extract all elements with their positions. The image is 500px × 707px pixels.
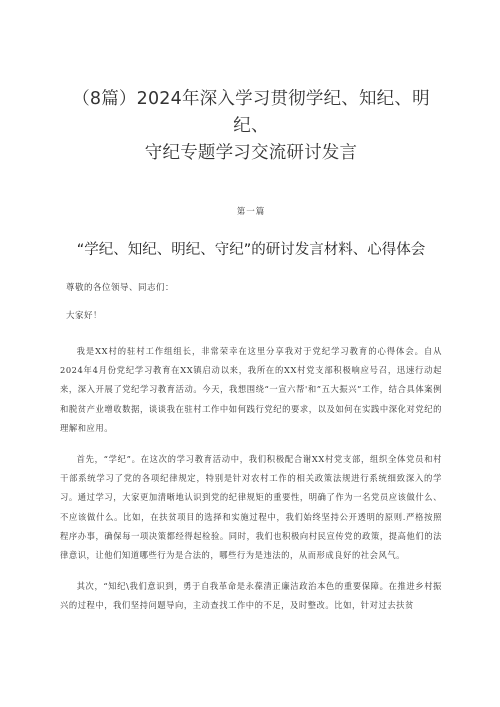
section-label: 第一篇 <box>236 207 266 217</box>
document-title <box>60 0 442 167</box>
greeting: 大家好！ <box>66 311 103 321</box>
paragraph-intro: 我是XX村的驻村工作组组长，非常荣幸在这里分享我对于党纪学习教育的心得体会。自从2024年4月份党纪学习教育在XX镇启动以来，我所在的XX村党支部积极响应号召，迅速行动起来，深入开展了党纪学习教育活动。今天，我想围绕“一宣六帮'和”五大振兴”工作，结合具体案例和脱贫产业增收数据，谈谈我在驻村工作中如何践行党纪的要求，以及如何在实践中深化对党纪的理解和应用。 <box>60 346 442 433</box>
document-title-line-2: 守纪专题学习交流研讨发言 <box>144 143 358 163</box>
salutation: 尊敬的各位领导、同志们： <box>66 283 175 293</box>
paragraph-know-discipline: 其次，“知纪\我们意识到，勇于自我革命是永葆清正廉洁政治本色的重要保障。在推进乡村振兴的过程中，我们坚持问题导向，主动查找工作中的不足，及时整改。比如，针对过去扶贫 <box>60 581 442 611</box>
document-title-line-1: （8篇）2024年深入学习贯彻学纪、知纪、明纪、 <box>72 89 430 136</box>
paragraph-study-discipline: 首先，“学纪”。在这次的学习教育活动中，我们积极配合谢XX村党支部，组织全体党员和村干部系统学习了党的各项纪律规定，特别是针对农村工作的相关政策法规进行系统细致深入的学习。通过学习，大家更加清晰地认识到党的纪律规矩的重要性，明确了作为一名党员应该做什么、不应该做什么。比如，在扶贫项目的选择和实施过程中，我们始终坚持公开透明的原则.严格按照程序办事，确保每一项决策都经得起检验。同时，我们也积极向村民宣传党的政策，提高他们的法律意识，让他们知道哪些行为是合法的，哪些行为是违法的，从而形成良好的社会风气。 <box>60 454 442 561</box>
article-title: “学纪、知纪、明纪、守纪”的研讨发言材料、心得体会 <box>76 242 426 258</box>
